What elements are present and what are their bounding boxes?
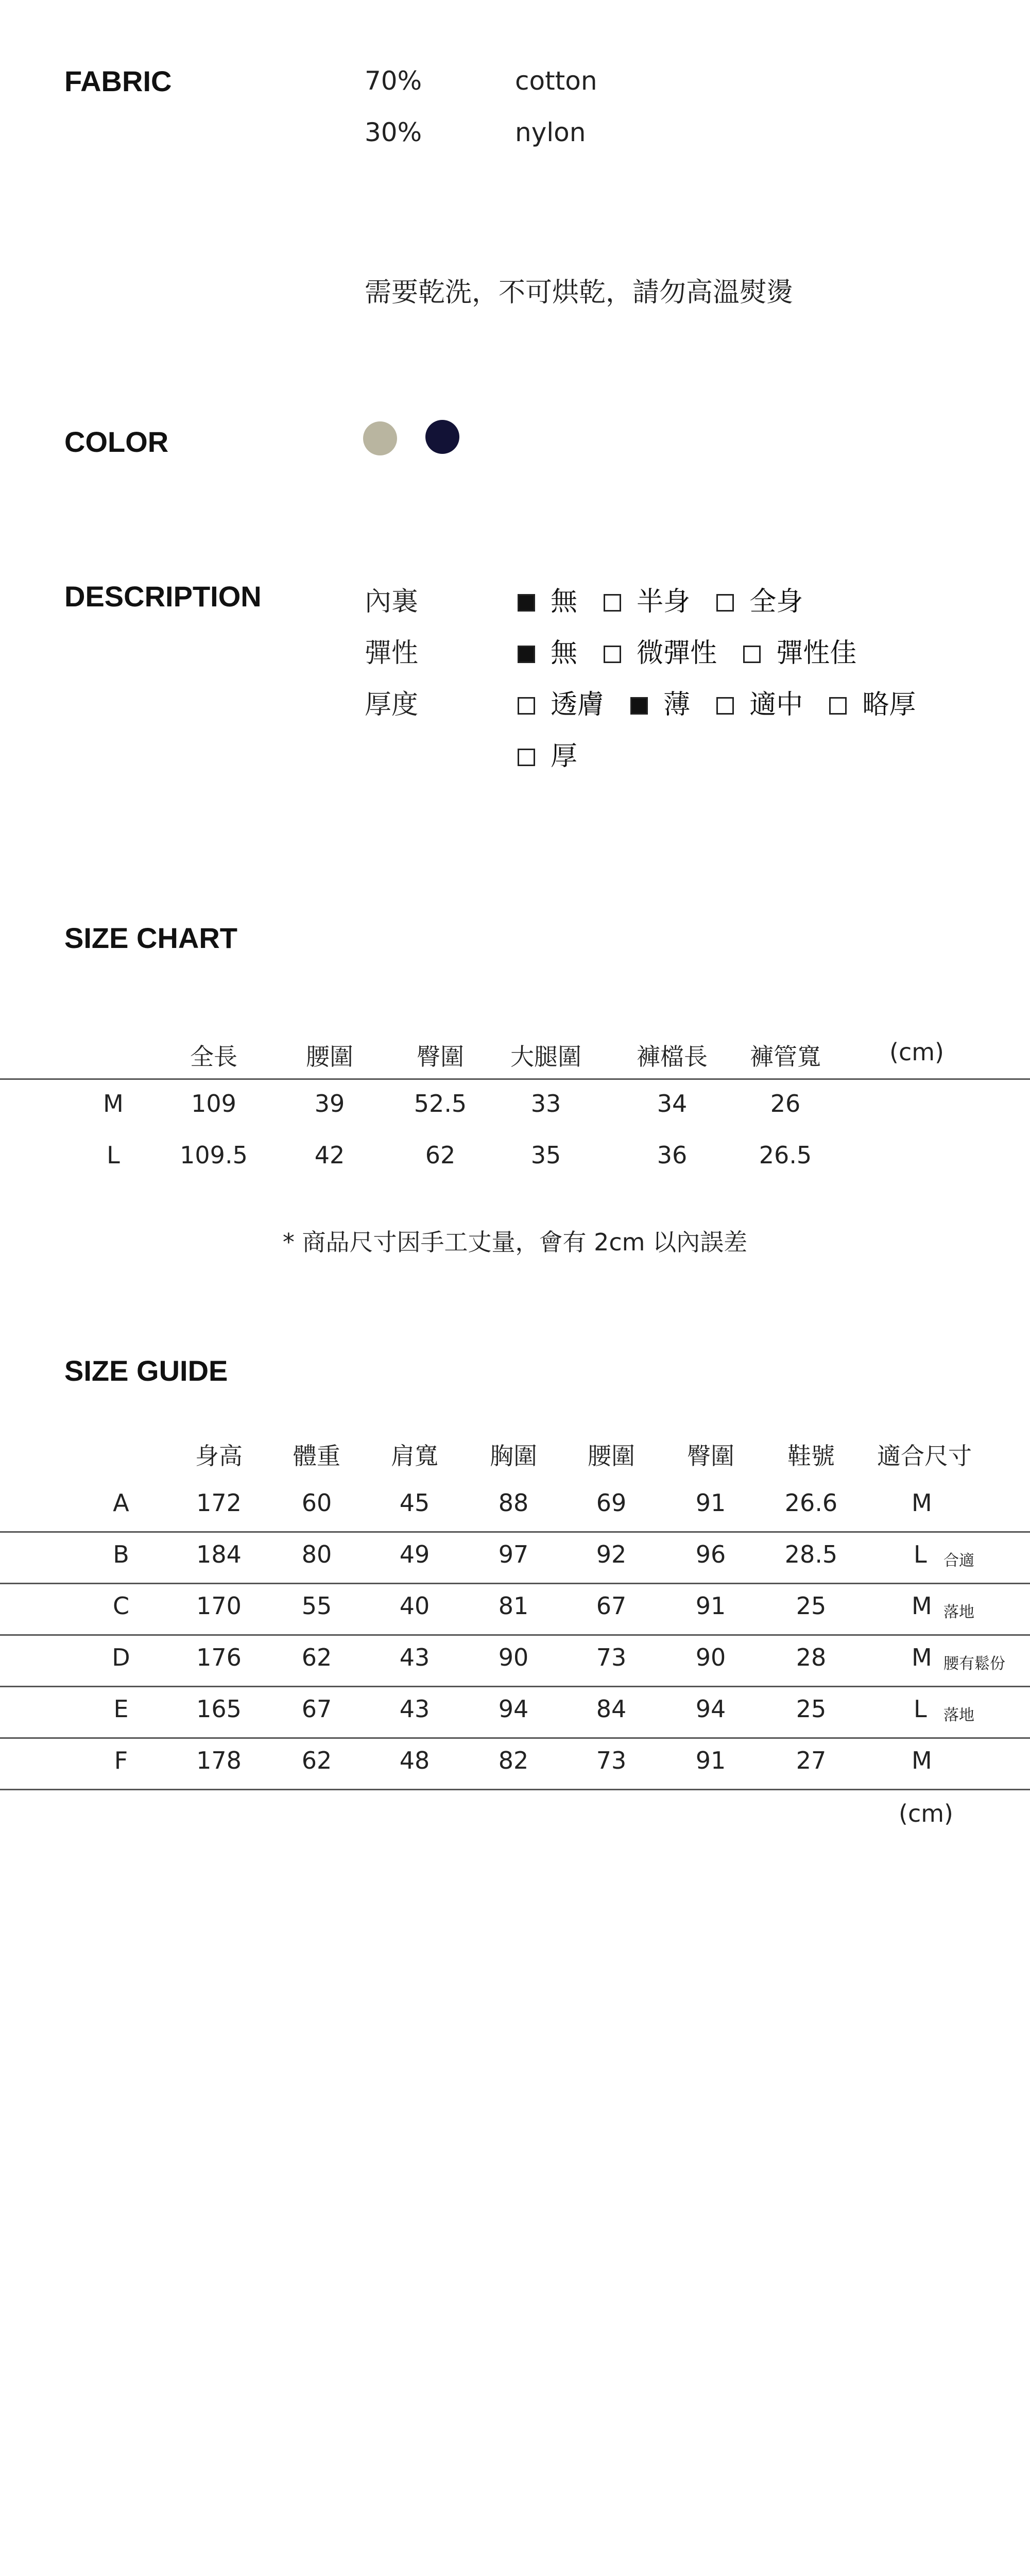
size-guide-divider (0, 1686, 1030, 1687)
unchecked-box-icon (518, 697, 535, 715)
table-cell: 62 (301, 1643, 332, 1671)
table-cell: 28 (796, 1643, 827, 1671)
size-chart-col-header: 全長 (190, 1043, 237, 1071)
option-none: 無 (518, 580, 577, 618)
lining-options (518, 580, 827, 618)
color-swatch-beige[interactable] (363, 421, 397, 455)
fit-size: M (912, 1592, 932, 1620)
size-chart-divider (0, 1078, 1030, 1080)
table-cell: 28.5 (784, 1540, 838, 1568)
unchecked-box-icon (518, 749, 535, 766)
table-cell: 184 (196, 1540, 242, 1568)
table-cell: 27 (796, 1747, 827, 1774)
option-none: 無 (518, 631, 577, 670)
size-chart-col-header: 腰圍 (306, 1043, 353, 1071)
table-cell: 165 (196, 1695, 242, 1723)
table-cell: 26.5 (759, 1141, 812, 1169)
fit-note: 落地 (943, 1603, 974, 1621)
checked-box-icon (630, 697, 648, 715)
size-guide-col-header: 鞋號 (787, 1442, 835, 1470)
fit-size: L (914, 1695, 927, 1723)
table-cell: 176 (196, 1643, 242, 1671)
fabric-percent: 30% (365, 117, 422, 147)
table-cell: 94 (695, 1695, 726, 1723)
table-cell: 62 (425, 1141, 456, 1169)
table-cell: 91 (695, 1747, 726, 1774)
size-label: M (103, 1090, 124, 1117)
size-guide-divider (0, 1737, 1030, 1739)
fabric-material: nylon (515, 117, 586, 147)
fit-note: 落地 (943, 1706, 974, 1724)
table-cell: 42 (314, 1141, 345, 1169)
table-cell: 84 (596, 1695, 627, 1723)
table-cell: 178 (196, 1747, 242, 1774)
fit-size: M (912, 1489, 932, 1517)
size-guide-unit: (cm) (899, 1800, 953, 1827)
table-cell: 33 (530, 1090, 561, 1117)
size-chart-col-header: 褲檔長 (637, 1043, 708, 1071)
table-cell: 45 (399, 1489, 430, 1517)
table-cell: 67 (596, 1592, 627, 1620)
model-id: C (112, 1592, 130, 1620)
size-guide-col-header: 體重 (293, 1442, 340, 1470)
size-guide-heading: SIZE GUIDE (64, 1354, 228, 1387)
model-id: E (113, 1695, 129, 1723)
option-slightly-thick: 略厚 (829, 683, 916, 721)
model-id: F (114, 1747, 128, 1774)
table-cell: 90 (498, 1643, 529, 1671)
elasticity-label: 彈性 (365, 638, 419, 669)
table-cell: 36 (657, 1141, 688, 1169)
table-cell: 40 (399, 1592, 430, 1620)
table-cell: 25 (796, 1695, 827, 1723)
size-chart-col-header: 大腿圍 (510, 1043, 581, 1071)
description-heading: DESCRIPTION (64, 580, 262, 613)
table-cell: 91 (695, 1489, 726, 1517)
size-guide-col-header: 身高 (195, 1442, 243, 1470)
table-cell: 48 (399, 1747, 430, 1774)
color-swatch-navy[interactable] (425, 420, 459, 454)
fit-size: M (912, 1643, 932, 1671)
option-good: 彈性佳 (743, 631, 856, 670)
table-cell: 55 (301, 1592, 332, 1620)
table-cell: 88 (498, 1489, 529, 1517)
fit-size: M (912, 1747, 932, 1774)
table-cell: 60 (301, 1489, 332, 1517)
care-instructions: 需要乾洗，不可烘乾，請勿高溫熨燙 (365, 277, 794, 308)
thickness-options-2 (518, 734, 601, 773)
unchecked-box-icon (604, 646, 621, 663)
option-slight: 微彈性 (604, 631, 717, 670)
table-cell: 91 (695, 1592, 726, 1620)
table-cell: 25 (796, 1592, 827, 1620)
color-heading: COLOR (64, 426, 169, 458)
fabric-percent: 70% (365, 66, 422, 96)
unchecked-box-icon (716, 594, 734, 612)
table-cell: 26.6 (784, 1489, 838, 1517)
measurement-note: * 商品尺寸因手工丈量，會有 2cm 以內誤差 (282, 1228, 748, 1256)
table-cell: 52.5 (414, 1090, 467, 1117)
size-guide-divider (0, 1634, 1030, 1636)
table-cell: 109.5 (180, 1141, 248, 1169)
table-cell: 94 (498, 1695, 529, 1723)
table-cell: 73 (596, 1747, 627, 1774)
model-id: D (112, 1643, 130, 1671)
table-cell: 73 (596, 1643, 627, 1671)
unchecked-box-icon (604, 594, 621, 612)
model-id: B (113, 1540, 129, 1568)
table-cell: 96 (695, 1540, 726, 1568)
unchecked-box-icon (716, 697, 734, 715)
table-cell: 170 (196, 1592, 242, 1620)
size-guide-col-header: 臀圍 (687, 1442, 734, 1470)
size-guide-divider (0, 1583, 1030, 1584)
size-chart-col-header: 褲管寬 (750, 1043, 821, 1071)
option-thick: 厚 (518, 734, 577, 773)
size-guide-col-header: 適合尺寸 (877, 1442, 972, 1470)
table-cell: 43 (399, 1695, 430, 1723)
size-label: L (107, 1141, 120, 1169)
model-id: A (113, 1489, 129, 1517)
table-cell: 80 (301, 1540, 332, 1568)
table-cell: 90 (695, 1643, 726, 1671)
unchecked-box-icon (829, 697, 847, 715)
fit-size: L (914, 1540, 927, 1568)
fabric-heading: FABRIC (64, 65, 172, 97)
size-chart-col-header: 臀圍 (417, 1043, 464, 1071)
size-guide-col-header: 肩寬 (391, 1442, 438, 1470)
size-guide-col-header: 胸圍 (490, 1442, 537, 1470)
table-cell: 26 (770, 1090, 801, 1117)
fabric-material: cotton (515, 66, 597, 96)
table-cell: 82 (498, 1747, 529, 1774)
option-full: 全身 (716, 580, 803, 618)
table-cell: 69 (596, 1489, 627, 1517)
option-medium: 適中 (716, 683, 803, 721)
unchecked-box-icon (743, 646, 761, 663)
elasticity-options (518, 631, 880, 670)
lining-label: 內裏 (365, 586, 419, 617)
table-cell: 97 (498, 1540, 529, 1568)
size-guide-divider (0, 1531, 1030, 1533)
table-cell: 43 (399, 1643, 430, 1671)
fit-note: 腰有鬆份 (943, 1655, 1005, 1673)
table-cell: 62 (301, 1747, 332, 1774)
size-guide-divider (0, 1789, 1030, 1790)
checked-box-icon (518, 594, 535, 612)
table-cell: 81 (498, 1592, 529, 1620)
table-cell: 92 (596, 1540, 627, 1568)
table-cell: 34 (657, 1090, 688, 1117)
table-cell: 39 (314, 1090, 345, 1117)
table-cell: 67 (301, 1695, 332, 1723)
thickness-options (518, 683, 939, 721)
option-thin: 薄 (630, 683, 690, 721)
size-chart-unit: (cm) (889, 1038, 944, 1066)
table-cell: 172 (196, 1489, 242, 1517)
table-cell: 109 (191, 1090, 236, 1117)
table-cell: 35 (530, 1141, 561, 1169)
table-cell: 49 (399, 1540, 430, 1568)
fit-note: 合適 (943, 1552, 974, 1570)
thickness-label: 厚度 (365, 689, 419, 720)
size-guide-col-header: 腰圍 (588, 1442, 635, 1470)
option-sheer: 透膚 (518, 683, 604, 721)
size-chart-heading: SIZE CHART (64, 922, 237, 954)
checked-box-icon (518, 646, 535, 663)
option-half: 半身 (604, 580, 690, 618)
